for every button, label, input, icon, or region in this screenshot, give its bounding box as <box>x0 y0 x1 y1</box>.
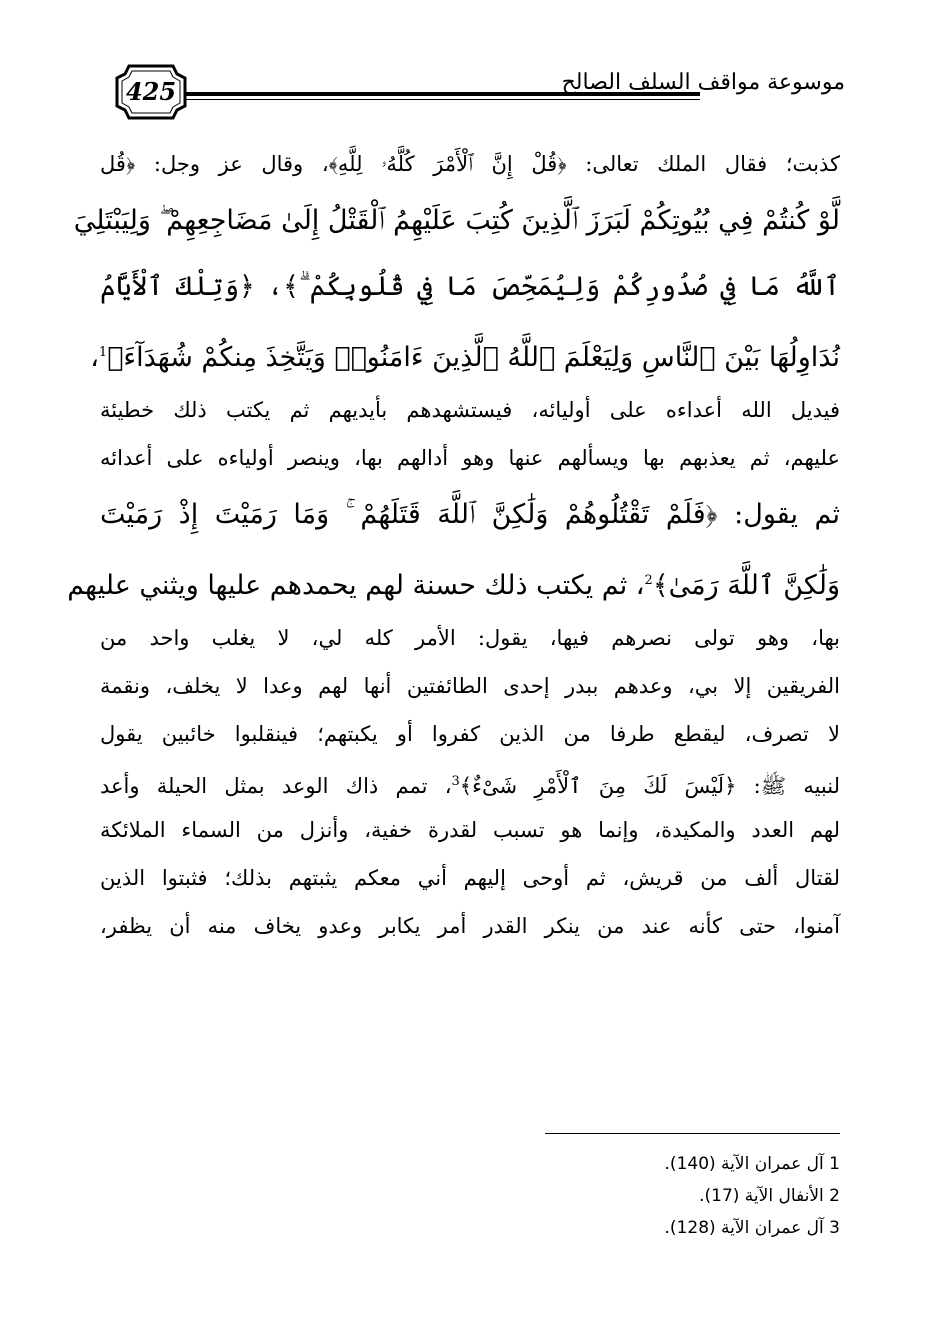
footnote-ref: 1 <box>98 345 108 360</box>
quran-text: نُدَاوِلُهَا بَيْنَ ٱلنَّاسِ وَلِيَعْلَمَ ٱللَّهُ ٱلَّذِينَ ءَامَنُوا۟ وَيَتَّخِذَ مِنكُمْ شُهَدَآءَ﴾ <box>107 342 840 373</box>
footnote-ref: 2 <box>644 573 653 588</box>
footnote-divider <box>545 1133 840 1134</box>
text-line <box>100 758 840 806</box>
quran-text: لنبيه ﷺ: ﴿لَيْسَ لَكَ مِنَ ٱلْأَمْرِ شَىْءٌ﴾ <box>459 774 840 798</box>
page-header <box>105 62 845 122</box>
text-line: الفريقين إلا بي، وعدهم ببدر إحدى الطائفتين أنها لهم وعدا لا يخلف، ونقمة <box>100 674 840 698</box>
footnote <box>440 1212 840 1244</box>
quran-line: لَّوْ كُنتُمْ فِي بُيُوتِكُمْ لَبَرَزَ ٱلَّذِينَ كُتِبَ عَلَيْهِمُ ٱلْقَتْلُ إِلَىٰ مَضَاجِعِهِمْ ۖ وَلِيَبْتَلِيَ <box>73 205 840 236</box>
text-line: لهم العدد والمكيدة، وإنما هو تسبب لقدرة خفية، وأنزل من السماء الملائكة <box>100 818 840 842</box>
text-line: آمنوا، حتى كأنه عند من ينكر القدر أمر يكابر وعدو يخاف منه أن يظفر، <box>100 914 840 938</box>
page-number: 425 <box>125 77 177 106</box>
text-line: فيديل الله أعداءه على أوليائه، فيستشهدهم بأيديهم ثم يكتب ذلك خطيئة <box>100 398 840 422</box>
text-line: لا تصرف، ليقطع طرفا من الذين كفروا أو يكبتهم؛ فينقلبوا خائبين يقول <box>100 722 840 746</box>
footnote <box>440 1148 840 1180</box>
text-line: بها، وهو تولى نصرهم فيها، يقول: الأمر كله لي، لا يغلب واحد من <box>100 626 840 650</box>
footnote-text: الأنفال الآية (17). <box>699 1186 824 1206</box>
page-number-badge <box>115 62 187 122</box>
header-rule-thin <box>185 99 700 100</box>
footnote-ref: 3 <box>451 774 460 789</box>
footnote-number: 1 <box>829 1154 840 1174</box>
text-segment: ، تمم ذاك الوعد بمثل الحيلة وأعد <box>100 774 452 798</box>
footnote-number: 3 <box>829 1218 840 1238</box>
body-text <box>67 140 840 950</box>
text-line: عليهم، ثم يعذبهم بها ويسألهم عنها وهو أدالهم بها، وينصر أولياءه على أعدائه <box>100 446 840 470</box>
text-line: كذبت؛ فقال الملك تعالى: ﴿قُلْ إِنَّ ٱلْأَمْرَ كُلَّهُۥ لِلَّهِ﴾، وقال عز وجل: ﴿قُل <box>100 152 840 176</box>
quran-line: ٱللَّهُ مَا فِي صُدُورِكُمْ وَلِيُمَحِّصَ مَا فِي قُلُوبِكُمْ ۗ﴾، ﴿وَتِلْكَ ٱلْأَيَّامُ <box>100 271 840 302</box>
quran-line <box>90 320 840 386</box>
text-segment: ، <box>90 342 99 373</box>
footnote <box>440 1180 840 1212</box>
text-line: لقتال ألف من قريش، ثم أوحى إليهم أني معكم يثبتهم بذلك؛ فثبتوا الذين <box>100 866 840 890</box>
running-title: موسوعة مواقف السلف الصالح <box>561 70 845 95</box>
footnote-text: آل عمران الآية (128). <box>664 1218 824 1238</box>
quran-text: وَلَٰكِنَّ ٱللَّهَ رَمَىٰ﴾ <box>652 570 840 601</box>
quran-line <box>67 548 840 614</box>
footnote-text: آل عمران الآية (140). <box>664 1154 824 1174</box>
text-segment: ، ثم يكتب ذلك حسنة لهم يحمدهم عليها ويثني عليهم <box>67 570 645 601</box>
footnote-number: 2 <box>829 1186 840 1206</box>
footnotes <box>440 1148 840 1244</box>
quran-line: ثم يقول: ﴿فَلَمْ تَقْتُلُوهُمْ وَلَٰكِنَّ ٱللَّهَ قَتَلَهُمْ ۚ وَمَا رَمَيْتَ إِذْ رَمَيْتَ <box>100 499 840 530</box>
